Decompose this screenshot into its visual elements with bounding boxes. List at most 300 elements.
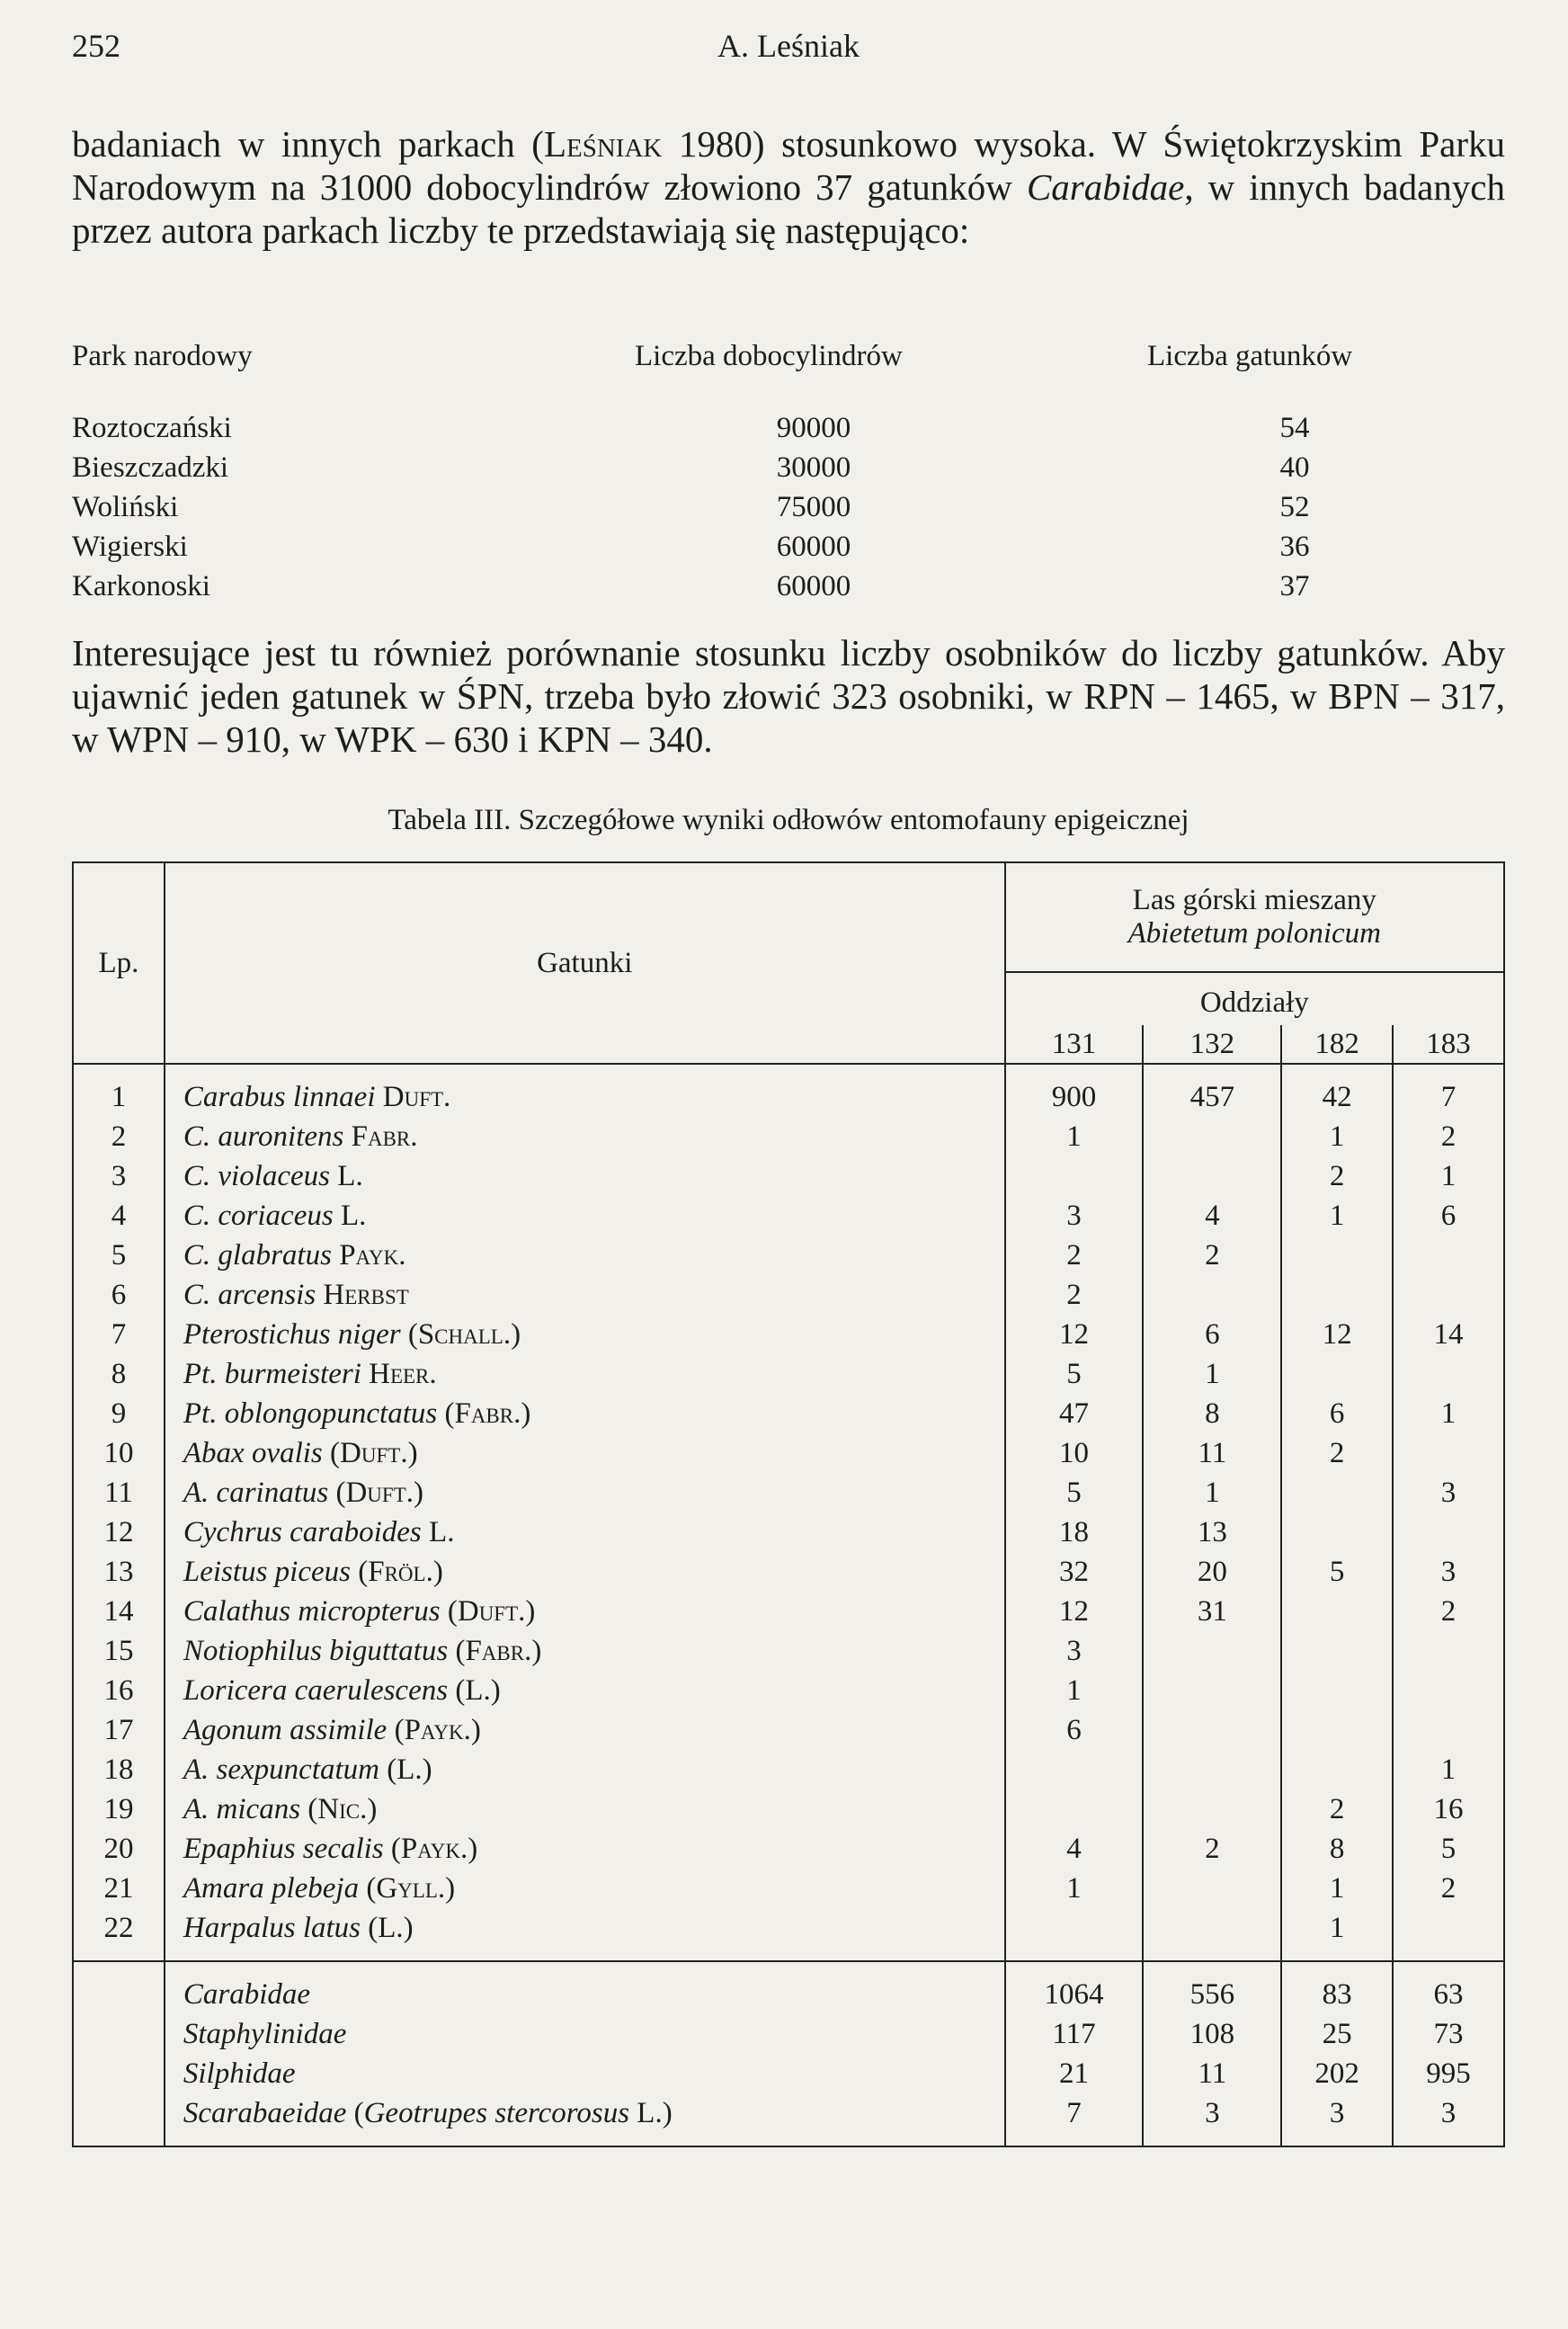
summary-family [165,2014,1005,2054]
cell-value [1143,1275,1281,1315]
row-lp: 6 [73,1275,165,1315]
parks-header-row [72,340,1505,412]
species-author: Payk. [339,1238,406,1272]
col-header-132: 132 [1143,1025,1281,1064]
cell-value: 5 [1066,1357,1082,1390]
species-name: Notiophilus biguttatus [183,1634,449,1667]
row-lp: 2 [73,1117,165,1156]
species-name: Calathus micropterus [183,1594,441,1628]
park-species: 52 [1279,491,1310,523]
summary-value: 108 [1143,2014,1281,2054]
park-traps: 75000 [776,491,851,523]
species-author: Duft. [345,1476,414,1509]
species-author-close: ) [367,1792,378,1825]
row-species [165,1908,1005,1961]
cell-value: 1 [1393,1156,1504,1196]
species-name: C. coriaceus [183,1199,334,1232]
family-name: Scarabaeidae [183,2096,347,2129]
cell-value [1393,1354,1504,1394]
species-author-open: (L.) [455,1673,501,1707]
row-lp: 1 [73,1064,165,1117]
cell-value: 2 [1143,1236,1281,1275]
summary-value: 3 [1281,2093,1393,2146]
parks-table [72,340,1505,610]
cell-value: 1 [1281,1117,1393,1156]
species-name: Pterostichus niger [183,1317,401,1351]
summary-value: 1064 [1005,1961,1144,2014]
parks-row [72,451,1505,491]
parks-row [72,531,1505,570]
cell-value: 4 [1143,1196,1281,1236]
species-author-open: ( [307,1792,318,1825]
species-author: Payk. [404,1713,471,1746]
running-head-author: A. Leśniak [717,28,860,64]
header-lp: Lp. [73,862,165,1064]
cell-value [1393,1433,1504,1473]
cell-value: 1 [1066,1673,1082,1707]
summary-value: 7 [1005,2093,1144,2146]
row-lp: 22 [73,1908,165,1961]
cell-value: 4 [1066,1832,1082,1865]
cell-value [1005,1750,1144,1789]
summary-row [73,2093,1504,2146]
species-name: C. auronitens [183,1120,344,1153]
cell-value: 3 [1393,1552,1504,1592]
row-lp: 12 [73,1513,165,1552]
park-species: 40 [1279,451,1310,484]
cell-value: 7 [1393,1064,1504,1117]
species-author: Payk. [400,1832,468,1865]
family-name: Carabidae [183,1977,311,2011]
park-traps: 90000 [776,412,851,444]
summary-lp [73,2054,165,2093]
row-species [165,1236,1005,1275]
summary-value: 995 [1393,2054,1504,2093]
species-author: Fabr. [465,1634,532,1667]
park-name: Karkonoski [72,570,210,602]
row-species [165,1394,1005,1433]
parks-header-traps: Liczba dobocylindrów [635,340,903,372]
species-author: Duft. [457,1594,526,1628]
cell-value: 2 [1066,1238,1082,1272]
cell-value [1393,1908,1504,1961]
cell-value [1143,1156,1281,1196]
cell-value: 2 [1281,1156,1393,1196]
table-row [73,1064,1504,1117]
species-author-close: ) [525,1594,536,1628]
cell-value: 42 [1281,1064,1393,1117]
cell-value: 12 [1059,1594,1090,1628]
table-row [73,1631,1504,1671]
table-row [73,1750,1504,1789]
species-author: Nic. [317,1792,368,1825]
cell-value: 2 [1066,1278,1082,1311]
cell-value: 2 [1393,1592,1504,1631]
table-row [73,1789,1504,1829]
summary-value: 83 [1281,1961,1393,2014]
parks-row [72,491,1505,531]
summary-lp [73,2093,165,2146]
cell-value: 1 [1143,1473,1281,1513]
row-lp: 20 [73,1829,165,1869]
species-name: A. sexpunctatum [183,1753,379,1786]
species-author-close: ) [521,1397,531,1430]
header-divisions: Oddziały [1005,972,1504,1025]
species-author-open: ( [335,1476,346,1509]
species-author-open: ( [455,1634,466,1667]
col-header-182: 182 [1281,1025,1393,1064]
para1-part-a: badaniach w innych parkach ( [72,123,544,165]
citation-author: Leśniak [543,123,663,165]
cell-value: 14 [1393,1315,1504,1354]
cell-value: 8 [1281,1829,1393,1869]
cell-value: 1 [1393,1750,1504,1789]
table-row [73,1552,1504,1592]
summary-family: Scarabaeidae (Geotrupes stercorosus L.) [165,2093,1005,2146]
table-row [73,1473,1504,1513]
row-lp: 7 [73,1315,165,1354]
summary-lp [73,2014,165,2054]
park-species: 36 [1279,531,1310,563]
summary-value: 11 [1143,2054,1281,2093]
cell-value [1281,1275,1393,1315]
cell-value [1281,1513,1393,1552]
table-row [73,1156,1504,1196]
table-row [73,1671,1504,1710]
col-header-131: 131 [1005,1025,1144,1064]
cell-value: 13 [1143,1513,1281,1552]
summary-value: 63 [1393,1961,1504,2014]
summary-value: 3 [1143,2093,1281,2146]
cell-value [1281,1671,1393,1710]
row-species [165,1592,1005,1631]
row-lp: 9 [73,1394,165,1433]
species-author-open: ( [366,1871,377,1905]
running-head [72,27,1505,72]
table-caption: Tabela III. Szczegółowe wyniki odłowów entomofauny epigeicznej [388,804,1189,836]
species-author-open: ( [394,1713,405,1746]
species-author: Herbst [323,1278,409,1311]
cell-value [1143,1750,1281,1789]
cell-value [1281,1354,1393,1394]
cell-value: 457 [1143,1064,1281,1117]
cell-value: 12 [1059,1317,1090,1351]
row-species [165,1315,1005,1354]
cell-value [1005,1908,1144,1961]
cell-value: 3 [1066,1199,1082,1232]
row-species [165,1513,1005,1552]
paragraph-2: Interesujące jest tu również porównanie stosunku liczby osobników do liczby gatunków. Aby ujawnić jeden gatunek w ŚPN, trzeba było złowić 323 osobniki, w RPN – 1465, w BPN – 317, w WPN – 910, w WPK – 630 i KPN – 340. [72,632,1505,760]
cell-value [1281,1710,1393,1750]
row-species [165,1196,1005,1236]
cell-value: 32 [1059,1555,1090,1588]
species-author-open: ( [390,1832,401,1865]
table-row [73,1315,1504,1354]
table-row [73,1196,1504,1236]
row-species [165,1552,1005,1592]
park-name: Wigierski [72,531,188,563]
row-species [165,1671,1005,1710]
park-name: Bieszczadzki [72,451,229,484]
family-extra: Geotrupes stercorosus [363,2096,630,2129]
cell-value: 2 [1281,1789,1393,1829]
summary-value: 73 [1393,2014,1504,2054]
summary-value: 21 [1059,2057,1090,2090]
table-row [73,1710,1504,1750]
para1-part-b: 1980) stosunkowo wysoka. W Świętokrzyskim Parku Narodowym na 31000 dobocylindrów złowiono 37 gatunków [72,123,1505,208]
cell-value: 1 [1066,1120,1082,1153]
species-author: Schall. [417,1317,512,1351]
cell-value: 5 [1066,1476,1082,1509]
cell-value: 6 [1143,1315,1281,1354]
cell-value [1143,1710,1281,1750]
cell-value: 1 [1143,1354,1281,1394]
taxon-name: Carabidae [1026,166,1185,208]
species-author-open: ( [447,1594,458,1628]
cell-value [1281,1631,1393,1671]
park-name: Roztoczański [72,412,232,444]
species-author-open: (L.) [387,1753,432,1786]
table-row [73,1513,1504,1552]
cell-value [1393,1671,1504,1710]
cell-value [1393,1631,1504,1671]
row-lp: 4 [73,1196,165,1236]
table-row [73,1275,1504,1315]
table-row [73,1433,1504,1473]
row-species [165,1631,1005,1671]
summary-row [73,2054,1504,2093]
row-lp: 15 [73,1631,165,1671]
species-author-open: ( [330,1436,341,1469]
row-lp: 19 [73,1789,165,1829]
family-name: Silphidae [183,2057,296,2090]
summary-value: 25 [1281,2014,1393,2054]
cell-value: 900 [1051,1080,1097,1113]
cell-value [1281,1750,1393,1789]
species-author-close: ) [445,1871,456,1905]
table-row [73,1236,1504,1275]
cell-value: 6 [1281,1394,1393,1433]
species-name: Harpalus latus [183,1911,361,1944]
species-name: C. arcensis [183,1278,316,1311]
row-species [165,1750,1005,1789]
species-name: C. glabratus [183,1238,332,1272]
cell-value [1393,1236,1504,1275]
cell-value: 5 [1281,1552,1393,1592]
row-lp: 18 [73,1750,165,1789]
summary-value: 556 [1143,1961,1281,2014]
table-row [73,1117,1504,1156]
row-lp: 17 [73,1710,165,1750]
species-name: Epaphius secalis [183,1832,384,1865]
summary-row [73,1961,1504,2014]
row-species [165,1869,1005,1908]
summary-family [165,2054,1005,2093]
park-traps: 60000 [776,531,851,563]
species-author-close: ) [432,1555,443,1588]
cell-value [1393,1513,1504,1552]
cell-value [1143,1908,1281,1961]
species-name: A. micans [183,1792,301,1825]
row-species [165,1354,1005,1394]
species-author: L. [337,1159,363,1192]
species-author-close: ) [407,1436,418,1469]
results-table [72,861,1505,2147]
paragraph-1 [72,122,1505,252]
species-name: Leistus piceus [183,1555,351,1588]
row-species [165,1710,1005,1750]
species-author-close: ) [468,1832,478,1865]
species-name: Pt. burmeisteri [183,1357,361,1390]
species-author: Gyll. [376,1871,446,1905]
species-author: Duft. [382,1080,451,1113]
cell-value: 6 [1066,1713,1082,1746]
cell-value: 11 [1143,1433,1281,1473]
row-species [165,1473,1005,1513]
species-author-close: ) [531,1634,542,1667]
row-species [165,1275,1005,1315]
park-traps: 60000 [776,570,851,602]
table-row [73,1869,1504,1908]
cell-value: 5 [1393,1829,1504,1869]
species-author: Fabr. [351,1120,418,1153]
row-lp: 3 [73,1156,165,1196]
row-species [165,1064,1005,1117]
species-name: Pt. oblongopunctatus [183,1397,438,1430]
species-name: C. violaceus [183,1159,331,1192]
species-author-close: ) [470,1713,481,1746]
park-species: 37 [1279,570,1310,602]
row-species [165,1829,1005,1869]
parks-header-park: Park narodowy [72,340,253,372]
species-name: Agonum assimile [183,1713,388,1746]
header-species: Gatunki [165,862,1005,1064]
family-name: Staphylinidae [183,2017,347,2050]
row-lp: 21 [73,1869,165,1908]
park-traps: 30000 [776,451,851,484]
cell-value [1281,1473,1393,1513]
cell-value [1005,1156,1144,1196]
page-number: 252 [72,28,120,64]
cell-value: 1 [1281,1869,1393,1908]
para1-part-c: , w innych badanych przez autora parkach liczby te przedstawiają się następująco: [72,166,1506,251]
table-row [73,1592,1504,1631]
row-lp: 10 [73,1433,165,1473]
cell-value: 1 [1066,1871,1082,1905]
cell-value [1281,1592,1393,1631]
cell-value: 10 [1059,1436,1090,1469]
cell-value: 2 [1393,1869,1504,1908]
species-author: Fröl. [368,1555,433,1588]
summary-lp [73,1961,165,2014]
cell-value [1143,1117,1281,1156]
cell-value: 20 [1143,1552,1281,1592]
species-author: Fabr. [454,1397,521,1430]
cell-value: 2 [1281,1433,1393,1473]
parks-row [72,570,1505,610]
species-author: L. [429,1515,455,1548]
cell-value: 16 [1393,1789,1504,1829]
cell-value: 2 [1143,1829,1281,1869]
summary-value: 117 [1052,2017,1096,2050]
species-name: Carabus linnaei [183,1080,376,1113]
cell-value: 1 [1281,1196,1393,1236]
parks-row [72,412,1505,451]
row-species [165,1117,1005,1156]
cell-value [1281,1236,1393,1275]
cell-value: 3 [1393,1473,1504,1513]
species-author-close: ) [414,1476,424,1509]
summary-value: 3 [1393,2093,1504,2146]
table-row [73,1394,1504,1433]
species-author-close: ) [511,1317,521,1351]
species-author-open: ( [407,1317,418,1351]
cell-value: 12 [1281,1315,1393,1354]
species-author-open: (L.) [368,1911,414,1944]
species-name: Abax ovalis [183,1436,323,1469]
cell-value: 2 [1393,1117,1504,1156]
cell-value [1143,1869,1281,1908]
cell-value: 1 [1393,1394,1504,1433]
row-lp: 16 [73,1671,165,1710]
cell-value: 47 [1059,1397,1090,1430]
species-author-open: ( [358,1555,369,1588]
species-author: L. [340,1199,367,1232]
row-lp: 14 [73,1592,165,1631]
cell-value [1393,1710,1504,1750]
summary-family [165,1961,1005,2014]
habitat-name: Las górski mieszany [1132,884,1376,916]
row-lp: 13 [73,1552,165,1592]
summary-row [73,2014,1504,2054]
row-lp: 11 [73,1473,165,1513]
park-name: Woliński [72,491,179,523]
species-author-open: ( [444,1397,455,1430]
species-name: A. carinatus [183,1476,329,1509]
row-species [165,1789,1005,1829]
cell-value: 31 [1143,1592,1281,1631]
table-row [73,1908,1504,1961]
page [72,0,1505,2329]
cell-value: 8 [1143,1394,1281,1433]
cell-value [1143,1789,1281,1829]
cell-value [1143,1631,1281,1671]
cell-value [1143,1671,1281,1710]
cell-value: 18 [1059,1515,1090,1548]
col-header-183: 183 [1393,1025,1504,1064]
species-name: Amara plebeja [183,1871,360,1905]
parks-header-species: Liczba gatunków [1147,340,1353,372]
park-species: 54 [1279,412,1310,444]
cell-value [1005,1789,1144,1829]
row-species [165,1156,1005,1196]
species-name: Cychrus caraboides [183,1515,422,1548]
species-name: Loricera caerulescens [183,1673,449,1707]
cell-value: 3 [1066,1634,1082,1667]
row-species [165,1433,1005,1473]
habitat-latin: Abietetum polonicum [1127,917,1381,950]
header-habitat [1005,862,1504,972]
cell-value: 1 [1281,1908,1393,1961]
species-author: Duft. [340,1436,408,1469]
row-lp: 8 [73,1354,165,1394]
table-row [73,1354,1504,1394]
cell-value: 6 [1393,1196,1504,1236]
table-row [73,1829,1504,1869]
row-lp: 5 [73,1236,165,1275]
summary-value: 202 [1281,2054,1393,2093]
cell-value [1393,1275,1504,1315]
